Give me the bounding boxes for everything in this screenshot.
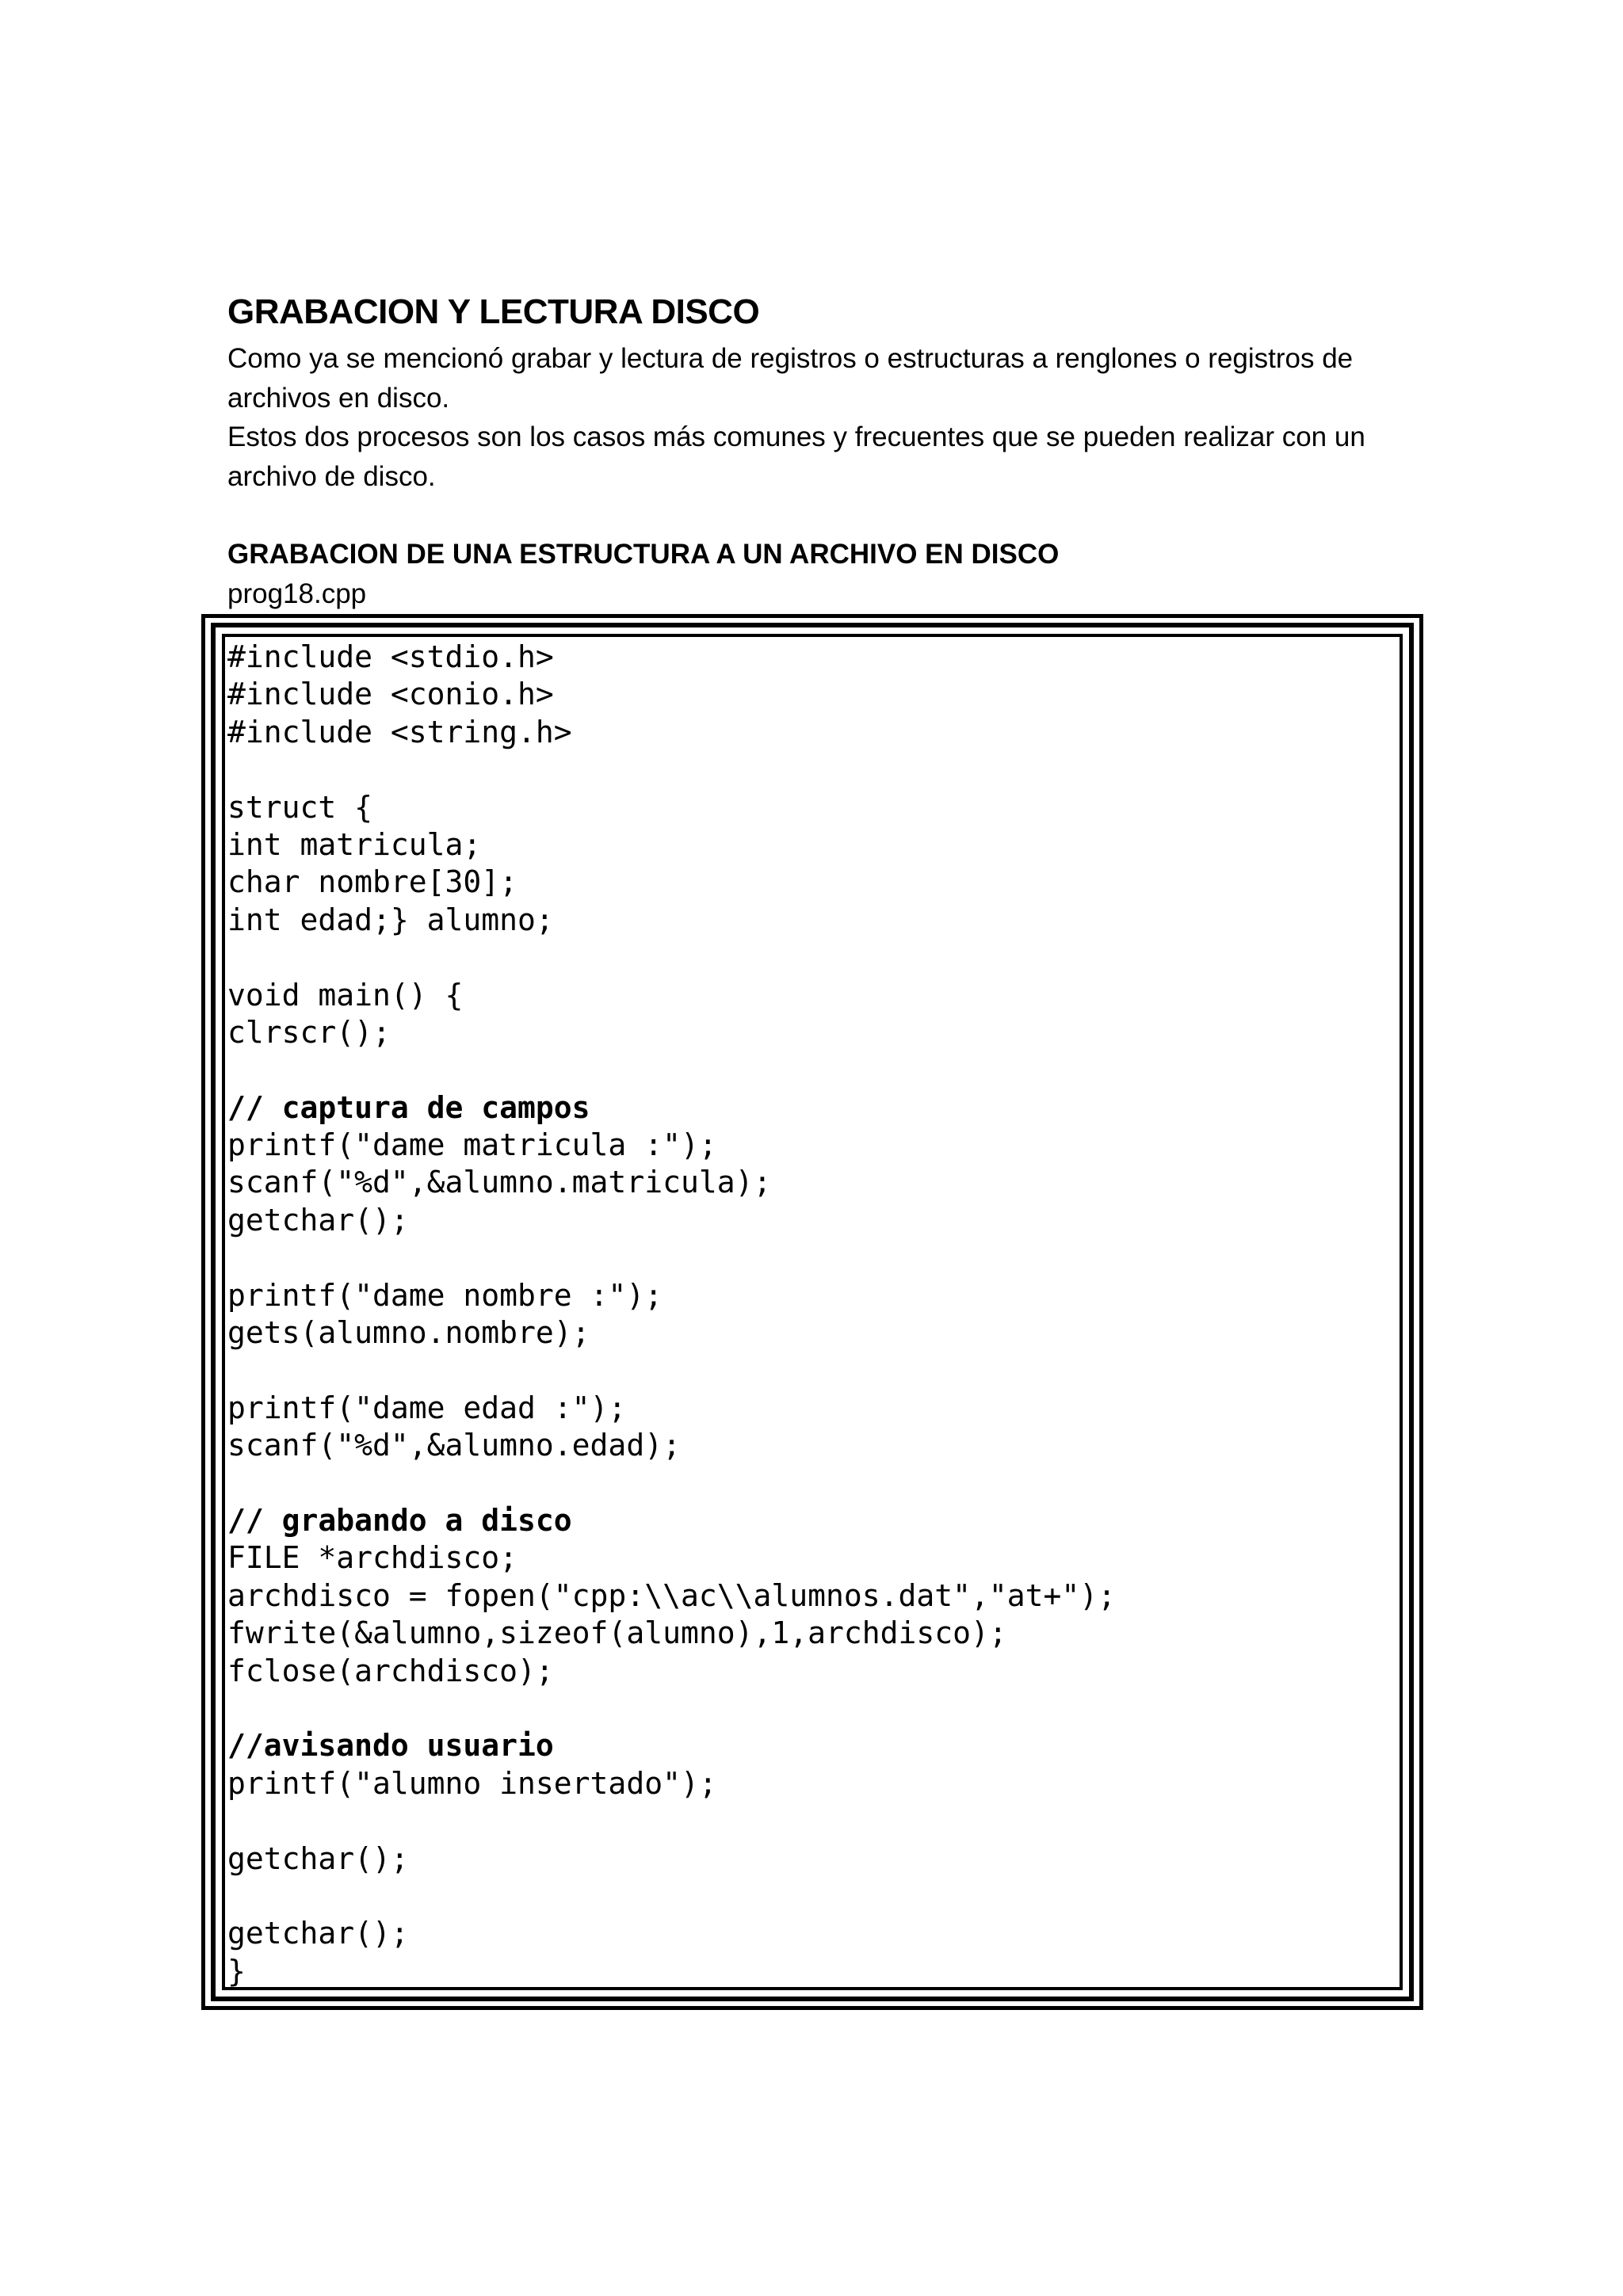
- code-line: printf("dame edad :");: [227, 1390, 627, 1425]
- code-line: getchar();: [227, 1202, 409, 1238]
- code-line: #include <string.h>: [227, 714, 572, 749]
- code-line: #include <conio.h>: [227, 677, 554, 712]
- code-line: void main() {: [227, 977, 464, 1013]
- code-blank-line: [227, 751, 1116, 788]
- intro-paragraph: Como ya se mencionó grabar y lectura de registros o estructuras a renglones o registros de archivos en disco.: [227, 343, 1354, 414]
- code-line: int matricula;: [227, 826, 482, 862]
- code-line: char nombre[30];: [227, 864, 518, 900]
- intro-paragraph: Estos dos procesos son los casos más comunes y frecuentes que se pueden realizar con un archivo de disco.: [227, 421, 1365, 492]
- code-blank-line: [227, 1690, 1116, 1727]
- code-line: archdisco = fopen("cpp:\\ac\\alumnos.dat","at+");: [227, 1577, 1117, 1613]
- code-line: printf("dame matricula :");: [227, 1127, 717, 1163]
- code-line: getchar();: [227, 1916, 409, 1951]
- code-line: printf("alumno insertado");: [227, 1765, 717, 1801]
- code-listing: [227, 639, 1116, 1990]
- code-comment-line: // captura de campos: [227, 1089, 590, 1125]
- code-line: gets(alumno.nombre);: [227, 1315, 590, 1351]
- code-line: int edad;} alumno;: [227, 902, 554, 937]
- page-title: GRABACION Y LECTURA DISCO: [227, 292, 760, 331]
- intro-text: [227, 339, 1416, 496]
- code-comment-line: // grabando a disco: [227, 1502, 572, 1538]
- code-filename: prog18.cpp: [227, 578, 367, 609]
- code-comment-line: //avisando usuario: [227, 1728, 554, 1764]
- code-line: scanf("%d",&alumno.matricula);: [227, 1165, 772, 1200]
- code-line: #include <stdio.h>: [227, 639, 554, 674]
- code-blank-line: [227, 1352, 1116, 1389]
- code-line: fclose(archdisco);: [227, 1653, 554, 1688]
- code-line: }: [227, 1953, 246, 1989]
- code-line: getchar();: [227, 1840, 409, 1876]
- code-line: printf("dame nombre :");: [227, 1277, 663, 1313]
- code-blank-line: [227, 1051, 1116, 1089]
- section-heading: GRABACION DE UNA ESTRUCTURA A UN ARCHIVO EN DISCO: [227, 539, 1060, 570]
- code-line: clrscr();: [227, 1014, 391, 1050]
- code-blank-line: [227, 1239, 1116, 1276]
- code-blank-line: [227, 1878, 1116, 1915]
- code-blank-line: [227, 1802, 1116, 1840]
- code-line: fwrite(&alumno,sizeof(alumno),1,archdisco);: [227, 1615, 1007, 1651]
- code-line: FILE *archdisco;: [227, 1540, 518, 1576]
- code-blank-line: [227, 939, 1116, 976]
- code-line: scanf("%d",&alumno.edad);: [227, 1428, 681, 1463]
- code-blank-line: [227, 1465, 1116, 1502]
- code-line: struct {: [227, 789, 373, 825]
